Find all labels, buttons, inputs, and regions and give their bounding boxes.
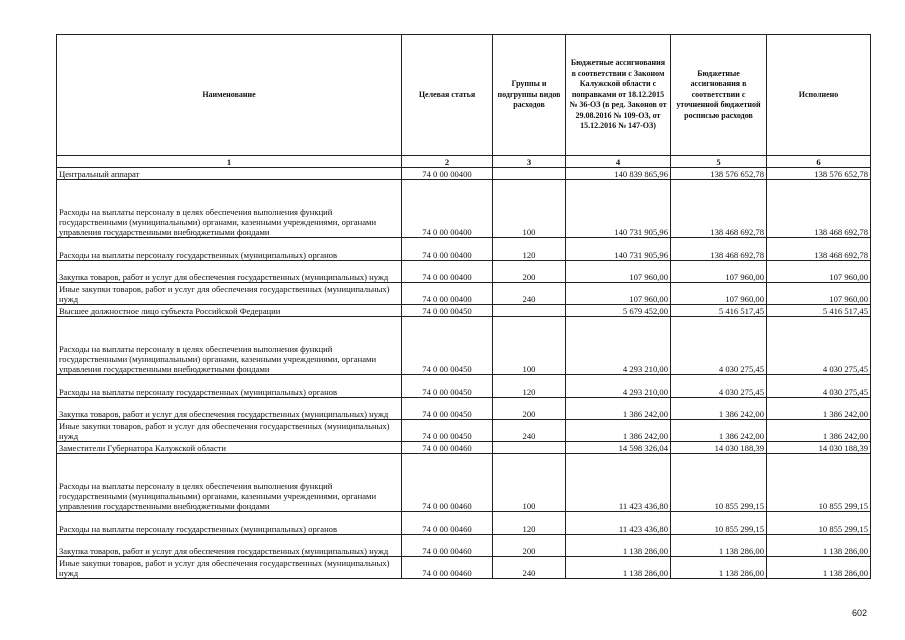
row-refined-amount: 10 855 299,15 [671, 512, 767, 535]
row-assigned-amount: 107 960,00 [566, 261, 671, 283]
row-expense-group [493, 168, 566, 180]
row-assigned-amount: 1 386 242,00 [566, 420, 671, 442]
row-refined-amount: 1 138 286,00 [671, 535, 767, 557]
table-row [57, 261, 871, 283]
row-target-article: 74 0 00 00450 [402, 305, 493, 317]
row-refined-amount: 10 855 299,15 [671, 454, 767, 512]
header-refined-assignments: Бюджетные ассигнования в соответствии с уточненной бюджетной росписью расходов [671, 35, 767, 156]
row-executed-amount: 10 855 299,15 [767, 454, 871, 512]
column-number: 3 [493, 156, 566, 168]
row-executed-amount: 1 386 242,00 [767, 398, 871, 420]
row-executed-amount: 138 468 692,78 [767, 180, 871, 238]
row-expense-group [493, 442, 566, 454]
table-row [57, 180, 871, 238]
row-target-article: 74 0 00 00450 [402, 420, 493, 442]
table-row [57, 168, 871, 180]
column-number: 5 [671, 156, 767, 168]
table-row [57, 512, 871, 535]
row-executed-amount: 107 960,00 [767, 283, 871, 305]
row-refined-amount: 107 960,00 [671, 261, 767, 283]
table-row [57, 535, 871, 557]
row-expense-group: 200 [493, 261, 566, 283]
row-target-article: 74 0 00 00450 [402, 317, 493, 375]
table-body [57, 168, 871, 579]
row-refined-amount: 107 960,00 [671, 283, 767, 305]
row-name: Расходы на выплаты персоналу в целях обеспечения выполнения функций государственными (муниципальными) органами, казенными учреждениями, органами управления государственными внебюджетными фондами [57, 180, 402, 238]
row-target-article: 74 0 00 00460 [402, 454, 493, 512]
row-target-article: 74 0 00 00460 [402, 442, 493, 454]
column-number: 1 [57, 156, 402, 168]
table-row [57, 375, 871, 398]
table-row [57, 557, 871, 579]
row-assigned-amount: 4 293 210,00 [566, 375, 671, 398]
table-row [57, 238, 871, 261]
row-name: Закупка товаров, работ и услуг для обеспечения государственных (муниципальных) нужд [57, 535, 402, 557]
row-refined-amount: 4 030 275,45 [671, 375, 767, 398]
row-executed-amount: 138 468 692,78 [767, 238, 871, 261]
row-expense-group: 120 [493, 512, 566, 535]
page-number: 602 [852, 608, 868, 618]
row-target-article: 74 0 00 00460 [402, 512, 493, 535]
row-name: Иные закупки товаров, работ и услуг для обеспечения государственных (муниципальных) нужд [57, 420, 402, 442]
row-expense-group [493, 305, 566, 317]
row-executed-amount: 10 855 299,15 [767, 512, 871, 535]
table-row [57, 420, 871, 442]
row-assigned-amount: 140 731 905,96 [566, 238, 671, 261]
table-row [57, 398, 871, 420]
row-assigned-amount: 11 423 436,80 [566, 454, 671, 512]
row-refined-amount: 138 468 692,78 [671, 238, 767, 261]
row-assigned-amount: 140 731 905,96 [566, 180, 671, 238]
row-assigned-amount: 11 423 436,80 [566, 512, 671, 535]
table-row [57, 305, 871, 317]
row-refined-amount: 1 138 286,00 [671, 557, 767, 579]
row-expense-group: 200 [493, 398, 566, 420]
column-number: 4 [566, 156, 671, 168]
row-name: Закупка товаров, работ и услуг для обеспечения государственных (муниципальных) нужд [57, 398, 402, 420]
row-name: Иные закупки товаров, работ и услуг для обеспечения государственных (муниципальных) нужд [57, 557, 402, 579]
row-name: Расходы на выплаты персоналу в целях обеспечения выполнения функций государственными (муниципальными) органами, казенными учреждениями, органами управления государственными внебюджетными фондами [57, 454, 402, 512]
table-row [57, 317, 871, 375]
row-assigned-amount: 4 293 210,00 [566, 317, 671, 375]
row-name: Иные закупки товаров, работ и услуг для обеспечения государственных (муниципальных) нужд [57, 283, 402, 305]
row-target-article: 74 0 00 00400 [402, 261, 493, 283]
row-executed-amount: 138 576 652,78 [767, 168, 871, 180]
header-expense-groups: Группы и подгруппы видов расходов [493, 35, 566, 156]
header-target-article: Целевая статья [402, 35, 493, 156]
row-name: Высшее должностное лицо субъекта Российской Федерации [57, 305, 402, 317]
row-refined-amount: 14 030 188,39 [671, 442, 767, 454]
row-refined-amount: 1 386 242,00 [671, 398, 767, 420]
column-number: 2 [402, 156, 493, 168]
row-expense-group: 240 [493, 283, 566, 305]
table-row [57, 283, 871, 305]
row-expense-group: 100 [493, 317, 566, 375]
row-refined-amount: 4 030 275,45 [671, 317, 767, 375]
row-name: Центральный аппарат [57, 168, 402, 180]
row-executed-amount: 107 960,00 [767, 261, 871, 283]
header-name: Наименование [57, 35, 402, 156]
row-target-article: 74 0 00 00400 [402, 180, 493, 238]
row-executed-amount: 1 386 242,00 [767, 420, 871, 442]
row-expense-group: 240 [493, 420, 566, 442]
row-name: Расходы на выплаты персоналу государственных (муниципальных) органов [57, 512, 402, 535]
row-executed-amount: 1 138 286,00 [767, 557, 871, 579]
row-executed-amount: 1 138 286,00 [767, 535, 871, 557]
table-row [57, 442, 871, 454]
row-refined-amount: 138 576 652,78 [671, 168, 767, 180]
row-assigned-amount: 1 138 286,00 [566, 535, 671, 557]
row-expense-group: 240 [493, 557, 566, 579]
row-expense-group: 120 [493, 375, 566, 398]
row-assigned-amount: 5 679 452,00 [566, 305, 671, 317]
row-target-article: 74 0 00 00400 [402, 283, 493, 305]
row-name: Расходы на выплаты персоналу государственных (муниципальных) органов [57, 375, 402, 398]
row-assigned-amount: 140 839 865,96 [566, 168, 671, 180]
row-executed-amount: 4 030 275,45 [767, 375, 871, 398]
header-row [57, 35, 871, 156]
column-number: 6 [767, 156, 871, 168]
row-expense-group: 100 [493, 180, 566, 238]
row-target-article: 74 0 00 00460 [402, 535, 493, 557]
row-target-article: 74 0 00 00400 [402, 168, 493, 180]
row-name: Расходы на выплаты персоналу государственных (муниципальных) органов [57, 238, 402, 261]
row-executed-amount: 4 030 275,45 [767, 317, 871, 375]
row-name: Заместители Губернатора Калужской области [57, 442, 402, 454]
row-expense-group: 200 [493, 535, 566, 557]
row-assigned-amount: 107 960,00 [566, 283, 671, 305]
header-assigned-by-law: Бюджетные ассигнования в соответствии с Законом Калужской области с поправками от 18.12.2015 № 36-ОЗ (в ред. Законов от 29.08.2016 № 109-ОЗ, от 15.12.2016 № 147-ОЗ) [566, 35, 671, 156]
column-number-row [57, 156, 871, 168]
row-expense-group: 120 [493, 238, 566, 261]
row-assigned-amount: 1 386 242,00 [566, 398, 671, 420]
row-target-article: 74 0 00 00400 [402, 238, 493, 261]
row-executed-amount: 5 416 517,45 [767, 305, 871, 317]
row-name: Закупка товаров, работ и услуг для обеспечения государственных (муниципальных) нужд [57, 261, 402, 283]
row-target-article: 74 0 00 00460 [402, 557, 493, 579]
row-assigned-amount: 14 598 326,04 [566, 442, 671, 454]
table-row [57, 454, 871, 512]
row-target-article: 74 0 00 00450 [402, 398, 493, 420]
row-target-article: 74 0 00 00450 [402, 375, 493, 398]
row-expense-group: 100 [493, 454, 566, 512]
row-refined-amount: 1 386 242,00 [671, 420, 767, 442]
header-executed: Исполнено [767, 35, 871, 156]
row-refined-amount: 5 416 517,45 [671, 305, 767, 317]
row-executed-amount: 14 030 188,39 [767, 442, 871, 454]
budget-table [56, 34, 871, 579]
row-assigned-amount: 1 138 286,00 [566, 557, 671, 579]
row-name: Расходы на выплаты персоналу в целях обеспечения выполнения функций государственными (муниципальными) органами, казенными учреждениями, органами управления государственными внебюджетными фондами [57, 317, 402, 375]
row-refined-amount: 138 468 692,78 [671, 180, 767, 238]
